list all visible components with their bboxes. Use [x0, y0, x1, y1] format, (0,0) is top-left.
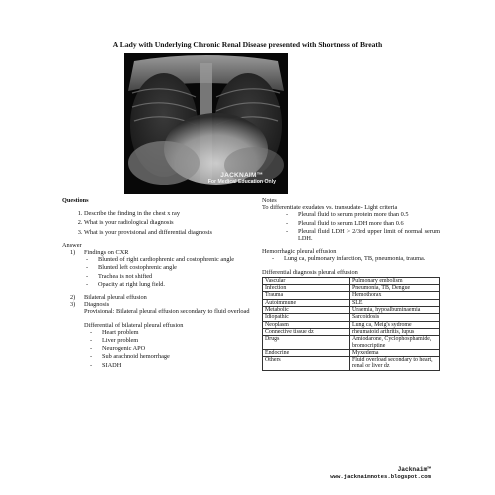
question-item: 3. What is your provisional and differential diagnosis	[84, 229, 250, 236]
watermark-title: JACKNAIM™	[220, 172, 264, 180]
table-title: Differential diagnosis pleural effusion	[262, 268, 358, 276]
page-title: A Lady with Underlying Chronic Renal Disease presented with Shortness of Breath	[112, 40, 383, 49]
footer-author: Jacknaim™	[397, 466, 431, 473]
differential-item: - SIADH	[90, 362, 250, 369]
table-cause-cell: Lung ca, Meig's sydrome	[350, 321, 440, 328]
table-row	[263, 307, 440, 314]
table-row	[263, 285, 440, 292]
table-category-cell: Trauma	[263, 292, 350, 299]
table-category-cell: Others	[263, 357, 350, 371]
radiological-diagnosis: 2) Bilateral pleural effusion	[70, 294, 147, 302]
question-item: 1. Describe the finding in the chest x ray	[84, 210, 250, 217]
table-category-cell: Drugs	[263, 336, 350, 350]
table-category-cell: Idiopathic	[263, 314, 350, 321]
answer-heading: Answer	[62, 241, 82, 249]
table-cause-cell: Myxedema	[350, 349, 440, 356]
table-cause-cell: Uraemia, hypoalbuminaemia	[350, 307, 440, 314]
provisional-diagnosis: Provisional: Bilateral pleural effusion secondary to fluid overload	[84, 308, 250, 316]
table-row	[263, 314, 440, 321]
table-cause-cell: Fluid overload secondary to heart, renal or liver dz	[350, 357, 440, 371]
light-criteria-list	[262, 211, 440, 242]
light-criteria-item: - Pleural fluid to serum LDH more than 0.6	[286, 220, 440, 227]
differential-title: Differential of bilateral pleural effusion	[84, 321, 184, 329]
table-row	[263, 277, 440, 284]
table-row	[263, 349, 440, 356]
radiological-diagnosis-text: Bilateral pleural effusion	[84, 294, 147, 302]
hemorrhagic-title: Hemorrhagic pleural effusion	[262, 248, 337, 256]
hemorrhagic-list	[262, 255, 440, 262]
light-criteria-title: To differentiate exudates vs. transudate- Light criteria	[262, 204, 398, 212]
differential-diagnosis-table	[262, 277, 440, 371]
right-column	[262, 197, 440, 371]
table-row	[263, 321, 440, 328]
diagnosis-title: 3) Diagnosis	[70, 301, 110, 309]
finding-item: - Blunted left costophrenic angle	[86, 264, 250, 271]
questions-heading: Questions	[62, 197, 89, 204]
table-category-cell: Neoplasm	[263, 321, 350, 328]
table-row	[263, 357, 440, 371]
table-category-cell: Autoimmune	[263, 299, 350, 306]
finding-item: - Blunted of right cardiophrenic and costophrenic angle	[86, 256, 250, 263]
question-item: 2. What is your radiological diagnosis	[84, 219, 250, 226]
questions-list	[62, 210, 250, 236]
table-category-cell: Endocrine	[263, 349, 350, 356]
light-criteria-item: - Pleural fluid LDH > 2/3rd upper limit of normal serum LDH.	[286, 228, 440, 242]
table-cause-cell: Pneumonia, TB, Dengue	[350, 285, 440, 292]
notes-heading: Notes	[262, 197, 277, 204]
differential-item: - Sub arachnoid hemorrhage	[90, 353, 250, 360]
footer-url: www.jacknaimnotes.blogspot.com	[330, 473, 431, 480]
findings-title: 1) Findings on CXR	[70, 249, 129, 257]
footer	[330, 466, 431, 480]
table-cause-cell: Sarcoidosis	[350, 314, 440, 321]
watermark-subtitle: For Medical Education Only	[207, 179, 276, 186]
image-watermark	[208, 172, 276, 186]
table-cause-cell: SLE	[350, 299, 440, 306]
table-row	[263, 328, 440, 335]
table-cause-cell: Amiodarone, Cyclophosphamide, bromocriptine	[350, 336, 440, 350]
finding-item: - Trachea is not shifted	[86, 273, 250, 280]
light-criteria-item: - Pleural fluid to serum protein more than 0.5	[286, 211, 440, 218]
table-row	[263, 299, 440, 306]
differential-item: - Heart problem	[90, 329, 250, 336]
diagnosis-title-text: Diagnosis	[84, 301, 110, 309]
table-cause-cell: rheumatoid arthritis, lupus	[350, 328, 440, 335]
table-category-cell: Infection	[263, 285, 350, 292]
differential-list	[62, 329, 250, 369]
table-category-cell: Connective tissue dz	[263, 328, 350, 335]
chest-xray-image	[124, 53, 288, 194]
left-column	[62, 197, 250, 370]
findings-title-text: Findings on CXR	[84, 249, 129, 257]
table-cause-cell: Hemothorax	[350, 292, 440, 299]
findings-list	[62, 256, 250, 288]
table-row	[263, 336, 440, 350]
differential-item: - Neurogenic APO	[90, 345, 250, 352]
table-cause-cell: Pulmonary embolism	[350, 277, 440, 284]
table-category-cell: Metabolic	[263, 307, 350, 314]
table-row	[263, 292, 440, 299]
table-category-cell: Vascular	[263, 277, 350, 284]
differential-item: - Liver problem	[90, 337, 250, 344]
hemorrhagic-item: - Lung ca, pulmonary infarction, TB, pneumonia, trauma.	[272, 255, 440, 262]
finding-item: - Opacity at right lung field.	[86, 281, 250, 288]
